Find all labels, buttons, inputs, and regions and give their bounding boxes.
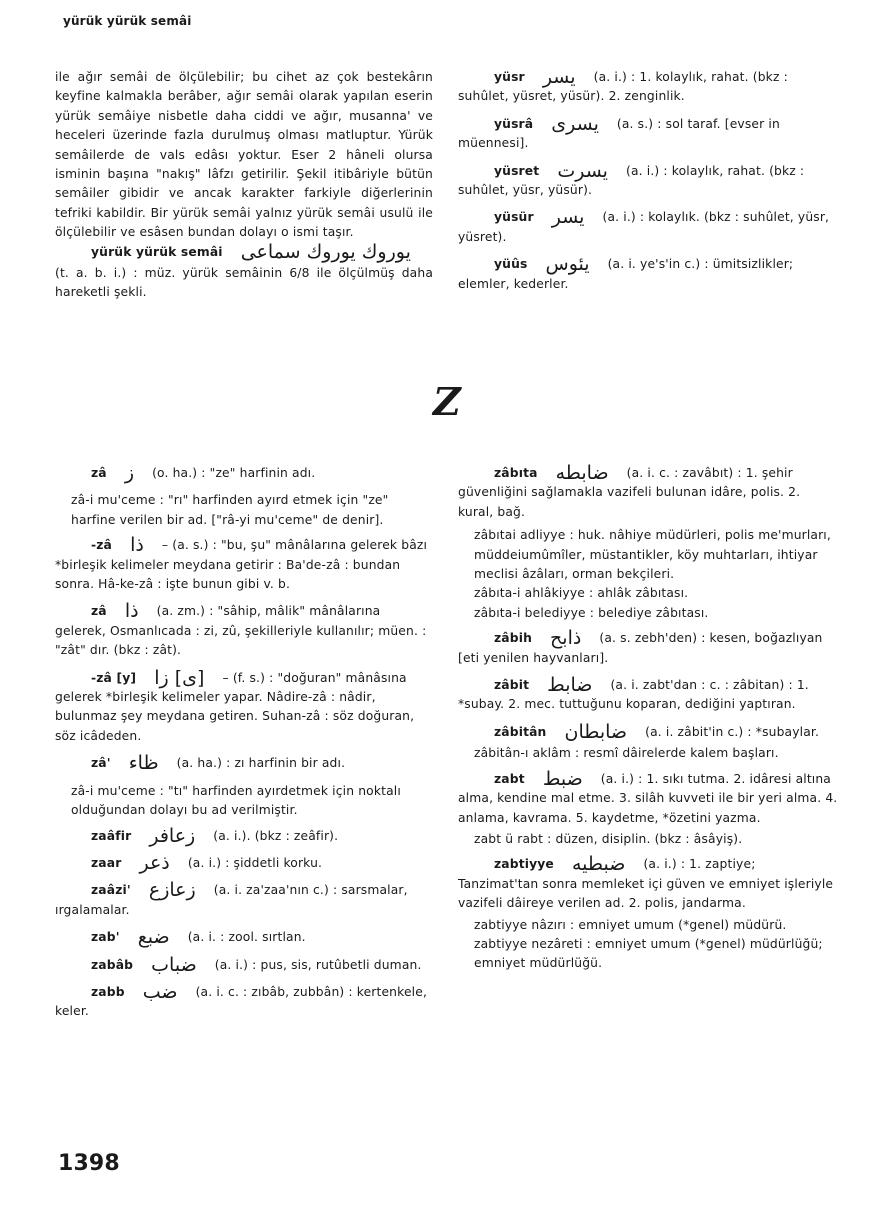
- arabic-script: یسر: [551, 206, 585, 229]
- sub-entry-zabitan-i-aklam: zâbitân-ı aklâm : resmî dâirelerde kalem başları.: [474, 746, 779, 761]
- entry-yusret: [458, 159, 838, 201]
- headword: zâbih: [494, 631, 532, 646]
- headword: yüsür: [494, 210, 534, 225]
- headword: yüsr: [494, 70, 525, 84]
- headword: zabb: [91, 984, 125, 999]
- arabic-script: یئوس: [545, 253, 590, 276]
- definition: (a. i.). (bkz : zeâfir).: [213, 828, 339, 843]
- column-top-right: [458, 68, 838, 302]
- entry-yusra: [458, 112, 838, 154]
- entry-zabita: [458, 464, 838, 522]
- arabic-script: ضباب: [151, 953, 197, 976]
- definition: (a. i. za'zaa'nın c.) : sarsmalar, ırgalamalar.: [55, 883, 408, 917]
- sub-entry-zabtiyye-naziri: zabtiyye nâzırı : emniyet umum (*genel) müdürü.: [474, 917, 787, 932]
- column-top-left: [55, 68, 433, 303]
- running-head: yürük yürük semâi: [63, 14, 192, 28]
- definition: (a. zm.) : "sâhip, mâlik" mânâlarına gelerek, Osmanlıcada : zi, zû, şekilleriyle kullanılır; müen. : "zât" dır. (bkz : zât).: [55, 604, 427, 658]
- definition: (o. ha.) : "ze" harfinin adı.: [152, 466, 316, 480]
- entry-zabitan: [458, 720, 838, 743]
- entry-zaafir: [55, 824, 433, 847]
- headword: zâ': [91, 756, 111, 771]
- entry-za: [55, 464, 433, 483]
- arabic-script: ذا: [124, 600, 139, 623]
- definition: (a. s.) : sol taraf. [evser in müennesi].: [458, 116, 780, 151]
- entry-zabab: [55, 953, 433, 976]
- sub-entry-zabitai-adliyye: zâbıtai adliyye : huk. nâhiye müdürleri, polis me'murları, müddeiumûmîler, müstantikler, köy muhtarları, ihtiyar meclisi âzâları, orman bekçileri.: [474, 528, 831, 582]
- headword: zâ: [91, 604, 107, 619]
- headword: yüsret: [494, 163, 540, 178]
- sub-entry-zabita-i-belediyye: zâbıta-i belediyye : belediye zâbıtası.: [474, 605, 709, 620]
- arabic-script: یسر: [542, 66, 576, 88]
- definition: (t. a. b. i.) : müz. yürük semâinin 6/8 ile ölçülmüş daha hareketli şekli.: [55, 266, 433, 300]
- headword: -zâ [y]: [91, 670, 137, 685]
- entry-za-y: [55, 666, 433, 747]
- arabic-script: ظاء: [128, 752, 159, 775]
- definition: (a. i.) : şiddetli korku.: [187, 855, 323, 870]
- headword: zaâzi': [91, 883, 131, 898]
- sub-entry-zabt-u-rabt: zabt ü rabt : düzen, disiplin. (bkz : âsâyiş).: [474, 831, 743, 846]
- page-number: 1398: [58, 1151, 120, 1176]
- headword: zaar: [91, 855, 122, 870]
- definition: (a. i.) : 1. kolaylık, rahat. (bkz : suhûlet, yüsret, yüsür). 2. zenginlik.: [458, 70, 788, 104]
- entry-za-zm: [55, 602, 433, 660]
- definition: (a. i. zâbit'in c.) : *subaylar.: [645, 724, 820, 739]
- entry-zaar: [55, 851, 433, 874]
- headword: zâbitân: [494, 724, 547, 739]
- headword: zâbıta: [494, 466, 538, 480]
- sub-entry-zabtiyye-nezareti: zabtiyye nezâreti : emniyet umum (*genel) müdürlüğü; emniyet müdürlüğü.: [474, 936, 823, 971]
- definition: (a. i. zabt'dan : c. : zâbitan) : 1. *subay. 2. mec. tuttuğunu koparan, dediğini yaptıran.: [458, 678, 809, 712]
- entry-za-ha: [55, 754, 433, 773]
- entry-zabb: [55, 980, 433, 1022]
- arabic-script: ذابح: [550, 627, 582, 650]
- entry-zaazi: [55, 881, 433, 920]
- arabic-script: ضبع: [137, 926, 170, 949]
- headword: yürük yürük semâi: [91, 244, 223, 259]
- definition: (a. i. c. : zavâbıt) : 1. şehir güvenliğini sağlamakla vazifeli bulunan idâre, polis. 2. kural, bağ.: [458, 466, 801, 519]
- arabic-script: ضابطان: [564, 720, 628, 743]
- arabic-script: ذا: [130, 534, 144, 557]
- entry-zab: [55, 928, 433, 947]
- arabic-script: زعافر: [149, 824, 196, 847]
- headword: zaâfir: [91, 828, 132, 843]
- definition: (a. ha.) : zı harfinin bir adı.: [176, 756, 346, 771]
- arabic-script: ضبطیه: [572, 853, 626, 876]
- column-bottom-left: [55, 464, 433, 1030]
- definition: (a. i.) : kolaylık. (bkz : suhûlet, yüsr, yüsret).: [458, 210, 830, 244]
- headword: yüûs: [494, 257, 528, 272]
- entry-yuruk-yuruk-semai: [55, 240, 433, 263]
- entry-za-suffix: [55, 536, 433, 594]
- entry-zabit: [458, 676, 838, 715]
- definition: (a. i.) : 1. zaptiye; Tanzimat'tan sonra memleket içi güven ve emniyet işleriyle vazifeli dâireye verilen ad. 2. polis, jandarma.: [458, 857, 834, 911]
- entry-zabih: [458, 629, 838, 668]
- definition: – (f. s.) : "doğuran" mânâsına gelerek *birleşik kelimeler yapar. Nâdire-zâ : nâdir, bulunmaz şey meydana getiren. Suhan-zâ : söz doğuran, söz icâdeden.: [55, 670, 415, 743]
- arabic-script: ضب: [142, 980, 178, 1003]
- arabic-script: زعازع: [148, 879, 196, 902]
- entry-yusr: [458, 68, 838, 107]
- arabic-script: [ی] زا: [154, 666, 205, 689]
- headword: zabtiyye: [494, 857, 554, 872]
- definition: (a. i.) : 1. sıkı tutma. 2. idâresi altına alma, kendine mal etme. 3. silâh kuvveti ile bir yeri alma. 4. anlama, kavrama. 5. kaydetme, *özetini yazma.: [458, 771, 838, 825]
- entry-zabt: [458, 767, 838, 828]
- headword: -zâ: [91, 538, 113, 553]
- definition: (a. i. ye's'in c.) : ümitsizlikler; elemler, kederler.: [458, 257, 794, 291]
- arabic-script: ضابط: [547, 674, 593, 697]
- entry-zabtiyye: [458, 855, 838, 913]
- headword: zabâb: [91, 957, 134, 972]
- sub-entry-za-i-muceme-ti: zâ-i mu'ceme : "tı" harfinden ayırdetmek için noktalı olduğundan dolayı bu ad verilmiştir.: [71, 783, 401, 818]
- arabic-script: ضبط: [542, 767, 583, 790]
- definition: (a. i. : zool. sırtlan.: [187, 930, 306, 945]
- arabic-script: ز: [124, 462, 135, 484]
- headword: zab': [91, 930, 120, 945]
- sub-entry-za-i-muceme: zâ-i mu'ceme : "rı" harfinden ayırd etmek için "ze" harfine verilen bir ad. ["râ-yi mu'ceme" de denir].: [71, 493, 389, 527]
- definition: (a. s. zebh'den) : kesen, boğazlıyan [eti yenilen hayvanları].: [458, 631, 823, 665]
- entry-yusur: [458, 208, 838, 247]
- arabic-script: ذعر: [139, 851, 170, 874]
- definition: (a. i. c. : zıbâb, zubbân) : kertenkele, keler.: [55, 984, 428, 1019]
- headword: yüsrâ: [494, 116, 534, 131]
- sub-entry-zabita-i-ahlakiyye: zâbıta-i ahlâkiyye : ahlâk zâbıtası.: [474, 586, 689, 601]
- arabic-script: یسرت: [557, 159, 608, 182]
- column-bottom-right: [458, 464, 838, 980]
- definition: (a. i.) : pus, sis, rutûbetli duman.: [214, 957, 422, 972]
- headword: zâbit: [494, 678, 530, 693]
- section-letter-z: Z: [433, 379, 461, 424]
- headword: zabt: [494, 771, 525, 786]
- headword: zâ: [91, 466, 107, 480]
- entry-yuus: [458, 255, 838, 294]
- definition: (a. i.) : kolaylık, rahat. (bkz : suhûlet, yüsr, yüsür).: [458, 163, 805, 198]
- arabic-script: یسری: [551, 112, 599, 135]
- paragraph-semai-continuation: ile ağır semâi de ölçülebilir; bu cihet az çok bestekârın keyfine kalmakla berâber, ağır semâi olarak yapılan eserin yürük semâiye nisbetle daha ciddi ve ağır, musanna' ve heceleri üzerinde fazla durulmuş olması matluptur. Yürük semâilerde de vals edâsı yoktur. Eser 2 hâneli olursa isminin başına "nakış" lâfzı getirilir. Şekil itibâriyle bütün semâiler gibidir ve ancak karakter farkiyle diğerlerinin tefriki kabildir. Bir yürük semâi yalnız yürük semâi usulü ile ölçülebilir ve esâsen bundan dolayı o ismi taşır.: [55, 70, 433, 240]
- arabic-script: ضابطه: [555, 462, 609, 484]
- arabic-script: یوروك یوروك سماعی: [240, 240, 411, 263]
- definition: – (a. s.) : "bu, şu" mânâlarına gelerek bâzı *birleşik kelimeler meydana getirir : Ba'de-zâ : bundan sonra. Hâ-ke-zâ : işte bunun gibi v. b.: [55, 538, 428, 592]
